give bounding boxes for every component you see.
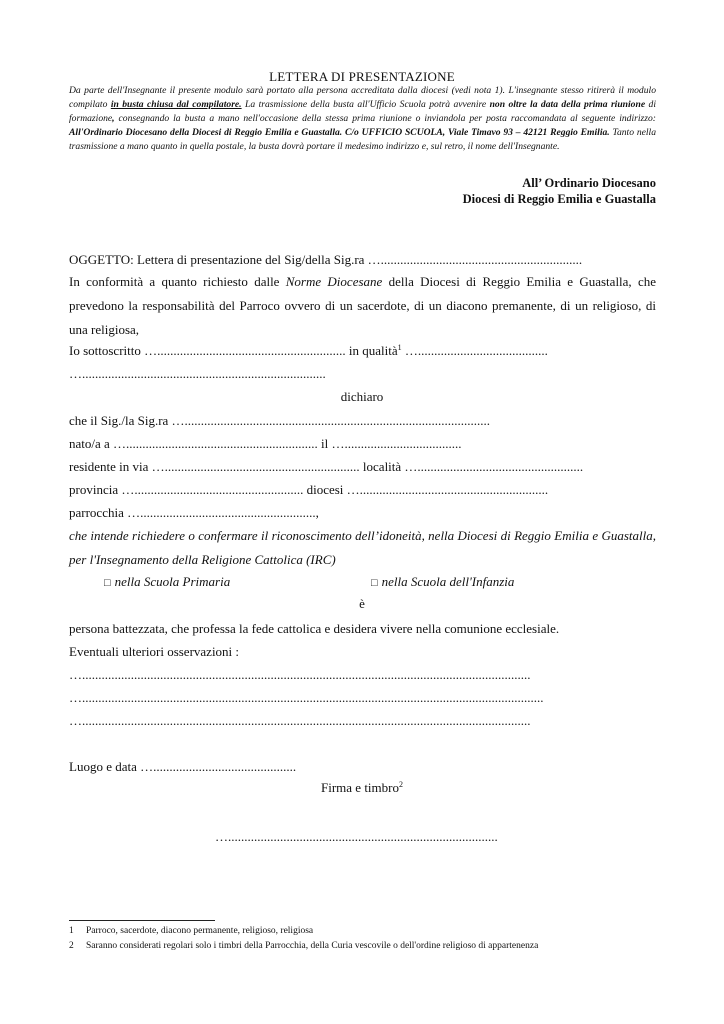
recipient-line-2: Diocesi di Reggio Emilia e Guastalla: [462, 192, 656, 206]
firma-text: Firma e timbro: [321, 780, 399, 795]
intro-address: All'Ordinario Diocesano della Diocesi di Reggio Emilia e Guastalla. C/o UFFICIO SCUOLA, Viale Timavo 93 – 42121 Reggio Emilia.: [69, 127, 610, 138]
firma-label: [0, 780, 724, 796]
e-text: è: [359, 596, 365, 611]
osservazioni-line-1: …..........................................................................................................................................: [69, 667, 531, 682]
footnote-ref-1: 1: [397, 343, 402, 352]
intro-bold-text: ,: [112, 113, 115, 124]
footnote-2: [69, 941, 538, 951]
checkbox-infanzia: □: [371, 577, 378, 589]
sottoscritto-line: [69, 343, 548, 359]
option-scuola-infanzia: [371, 574, 514, 590]
dichiaro-heading: dichiaro: [340, 389, 384, 404]
footnote-text: Saranno considerati regolari solo i timbri della Parrocchia, della Curia vescovile o dell'ordine religioso di appartenenza: [86, 941, 539, 951]
intende-paragraph: che intende richiedere o confermare il riconoscimento dell’idoneità, nella Diocesi di Reggio Emilia e Guastalla, per l'Insegnamento della Religione Cattolica (IRC): [69, 528, 656, 567]
qualita-continuation-line: …...........................................................................: [69, 366, 326, 381]
intro-bold-text: non oltre la data della prima riunione: [489, 99, 646, 110]
footnote-number: 1: [69, 926, 74, 936]
qualita-dots: …........................................: [401, 343, 548, 358]
option-scuola-primaria: [104, 574, 230, 590]
intro-text: La trasmissione della busta all'Ufficio Scuola potrà avvenire: [241, 99, 490, 110]
conformita-paragraph: [69, 270, 656, 342]
intro-text: Tanto nella trasmissione a mano quanto in quella postale, la busta dovrà portare il medesimo indirizzo e, sul retro, il nome dell'Insegnante.: [69, 127, 656, 152]
checkbox-primaria: □: [104, 577, 111, 589]
sottoscritto-text: Io sottoscritto ….......................................................... in qualità: [69, 343, 398, 358]
conformita-text: In conformità a quanto richiesto dalle: [69, 274, 286, 289]
persona-battezzata-line: persona battezzata, che professa la fede cattolica e desidera vivere nella comunione ecclesiale.: [69, 621, 560, 636]
footnote-ref-2: 2: [399, 780, 403, 789]
intro-underlined-text: in busta chiusa dal compilatore.: [110, 99, 242, 110]
osservazioni-line-2: …..............................................................................................................................................: [69, 690, 544, 705]
intro-paragraph: [69, 84, 656, 154]
nato-field: nato/a a …........................................................... il …....................................: [69, 436, 462, 451]
document-title: LETTERA DI PRESENTAZIONE: [269, 69, 455, 84]
oggetto-line: OGGETTO: Lettera di presentazione del Sig/della Sig.ra …..............................................................: [69, 252, 583, 267]
option-primaria-label: nella Scuola Primaria: [114, 574, 231, 589]
footnote-text: Parroco, sacerdote, diacono permanente, religioso, religiosa: [86, 926, 314, 936]
osservazioni-line-3: …..........................................................................................................................................: [69, 713, 531, 728]
footnote-number: 2: [69, 941, 74, 951]
intro-text: Da parte dell'Insegnante il presente modulo sarà portato alla persona accreditata dalla diocesi (vedi nota 1). L'insegnante stesso ritirerà il modulo compilato: [69, 85, 656, 110]
provincia-diocesi-field: provincia ….................................................... diocesi …..........................................................: [69, 482, 549, 497]
norme-diocesane-text: Norme Diocesane: [285, 274, 383, 289]
residente-field: residente in via …............................................................ località …...................................................: [69, 459, 584, 474]
footnote-1: [69, 926, 313, 936]
parrocchia-field: parrocchia …......................................................,: [69, 505, 319, 520]
footnote-separator: [69, 920, 215, 921]
option-infanzia-label: nella Scuola dell'Infanzia: [381, 574, 515, 589]
recipient-line-1: All’ Ordinario Diocesano: [522, 176, 656, 190]
intro-text: di formazione: [69, 99, 656, 124]
conformita-text: della Diocesi di Reggio Emilia e Guastalla, che prevedono la responsabilità del Parroco ovvero di un sacerdote, di un diacono premanente, di un religioso, di una religiosa,: [69, 274, 657, 337]
osservazioni-label: Eventuali ulteriori osservazioni :: [69, 644, 240, 659]
sig-field: che il Sig./la Sig.ra …..............................................................................................: [69, 413, 491, 428]
firma-dots: …...................................................................................: [215, 829, 498, 844]
intro-text: consegnando la busta a mano nell'occasione della stessa prima riunione o inviandola per posta raccomandata al seguente indirizzo:: [114, 113, 656, 124]
luogo-data-field: Luogo e data …............................................: [69, 759, 297, 774]
